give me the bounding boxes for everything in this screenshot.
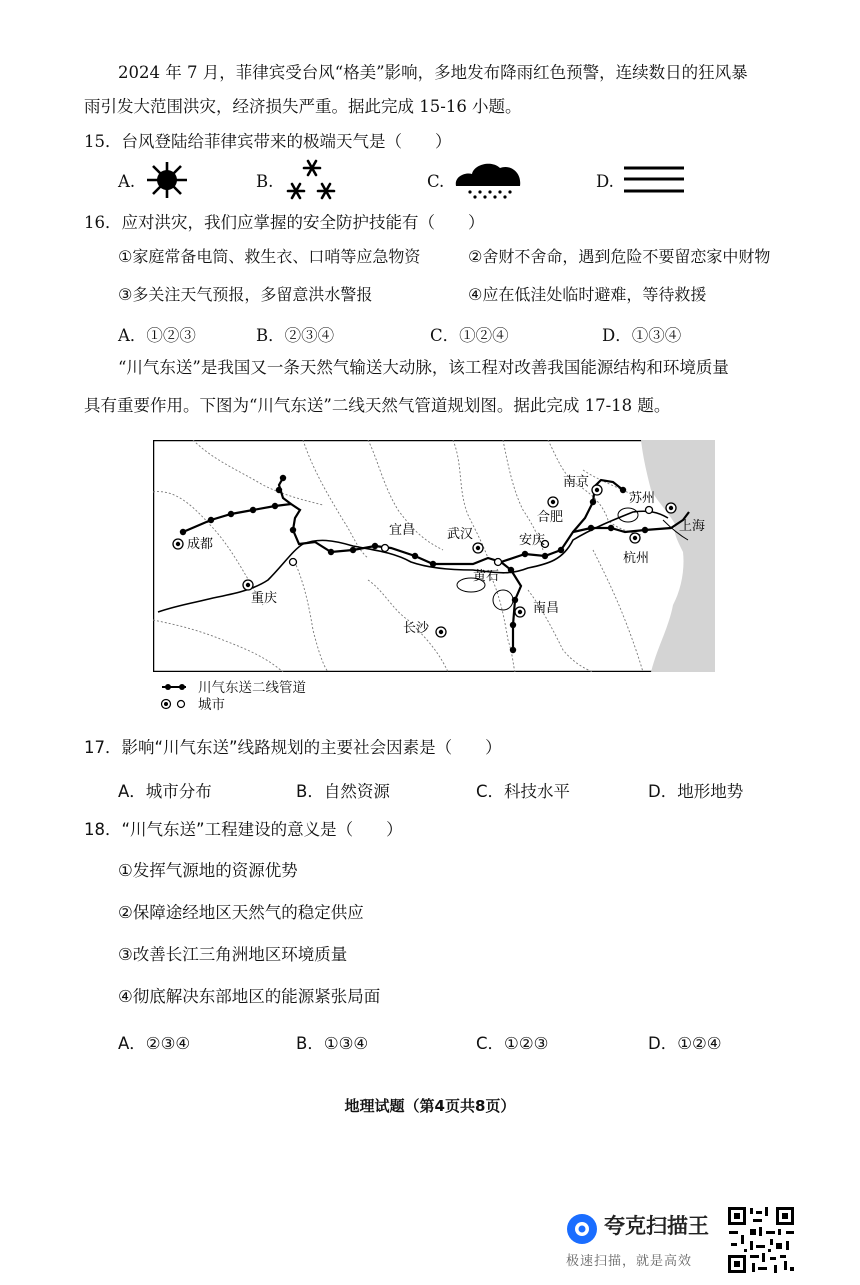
statement-4: ④彻底解决东部地区的能源紧张局面 (118, 987, 381, 1006)
question-16-stem: 16．应对洪灾，我们应掌握的安全防护技能有（ ） (84, 213, 485, 232)
pipeline-map (153, 440, 715, 672)
city-label: 苏州 (629, 491, 656, 506)
option-c-label: C. (427, 172, 445, 191)
question-17-stem: 17．影响“川气东送”线路规划的主要社会因素是（ ） (84, 738, 502, 757)
statement-3: ③改善长江三角洲地区环境质量 (118, 945, 348, 964)
scanner-logo-icon (565, 1212, 599, 1246)
option-d-label: D. (596, 172, 614, 191)
sunny-icon (145, 160, 189, 200)
intro-paragraph-line: 雨引发大范围洪灾，经济损失严重。据此完成 15-16 小题。 (84, 97, 522, 116)
map-legend-symbols (160, 680, 200, 714)
snow-icon (282, 157, 340, 203)
intro-paragraph-line: “川气东送”是我国又一条天然气输送大动脉，该工程对改善我国能源结构和环境质量 (118, 358, 729, 377)
option-d: D．地形地势 (648, 782, 744, 801)
city-label: 合肥 (537, 510, 564, 525)
option-b-label: B. (256, 172, 274, 191)
option-a-label: A. (118, 172, 136, 191)
statement-2: ②舍财不舍命，遇到危险不要留恋家中财物 (468, 247, 771, 266)
option-d: D．①③④ (602, 326, 682, 345)
option-c: C．①②④ (430, 326, 509, 345)
intro-paragraph-line: 2024 年 7 月，菲律宾受台风“格美”影响，多地发布降雨红色预警，连续数日的狂风暴 (118, 63, 748, 82)
legend-city-label: 城市 (198, 697, 225, 713)
qr-code-icon (726, 1205, 796, 1275)
option-b: B．自然资源 (296, 782, 390, 801)
option-c: C．科技水平 (476, 782, 571, 801)
city-label: 上海 (679, 519, 706, 534)
option-b: B．①③④ (296, 1034, 369, 1053)
heavy-rain-icon (452, 158, 526, 200)
option-c: C．①②③ (476, 1034, 549, 1053)
option-b: B．②③④ (256, 326, 335, 345)
city-label: 安庆 (519, 533, 546, 548)
statement-2: ②保障途经地区天然气的稳定供应 (118, 903, 364, 922)
intro-paragraph-line: 具有重要作用。下图为“川气东送”二线天然气管道规划图。据此完成 17-18 题。 (84, 396, 671, 415)
fog-icon (622, 164, 686, 196)
option-d: D．①②④ (648, 1034, 722, 1053)
city-label: 武汉 (447, 527, 474, 542)
scanner-slogan: 极速扫描，就是高效 (566, 1254, 693, 1269)
question-15-stem: 15．台风登陆给菲律宾带来的极端天气是（ ） (84, 132, 452, 151)
scanner-brand: 夸克扫描王 (604, 1214, 709, 1238)
option-a: A．①②③ (118, 326, 196, 345)
city-label: 南昌 (533, 601, 560, 616)
question-18-stem: 18．“川气东送”工程建设的意义是（ ） (84, 820, 403, 839)
city-label: 重庆 (251, 591, 278, 606)
city-label: 宜昌 (389, 523, 416, 538)
city-label: 杭州 (623, 551, 650, 566)
statement-4: ④应在低洼处临时避难，等待救援 (468, 285, 707, 304)
city-label: 黄石 (473, 569, 500, 584)
page-footer: 地理试题（第4页共8页） (344, 1097, 516, 1115)
statement-1: ①家庭常备电筒、救生衣、口哨等应急物资 (118, 247, 421, 266)
option-a: A．城市分布 (118, 782, 212, 801)
statement-3: ③多关注天气预报，多留意洪水警报 (118, 285, 373, 304)
city-label: 南京 (563, 475, 590, 490)
city-label: 长沙 (403, 621, 430, 636)
option-a: A．②③④ (118, 1034, 191, 1053)
statement-1: ①发挥气源地的资源优势 (118, 861, 298, 880)
legend-pipeline-label: 川气东送二线管道 (198, 680, 306, 696)
city-label: 成都 (187, 537, 214, 552)
